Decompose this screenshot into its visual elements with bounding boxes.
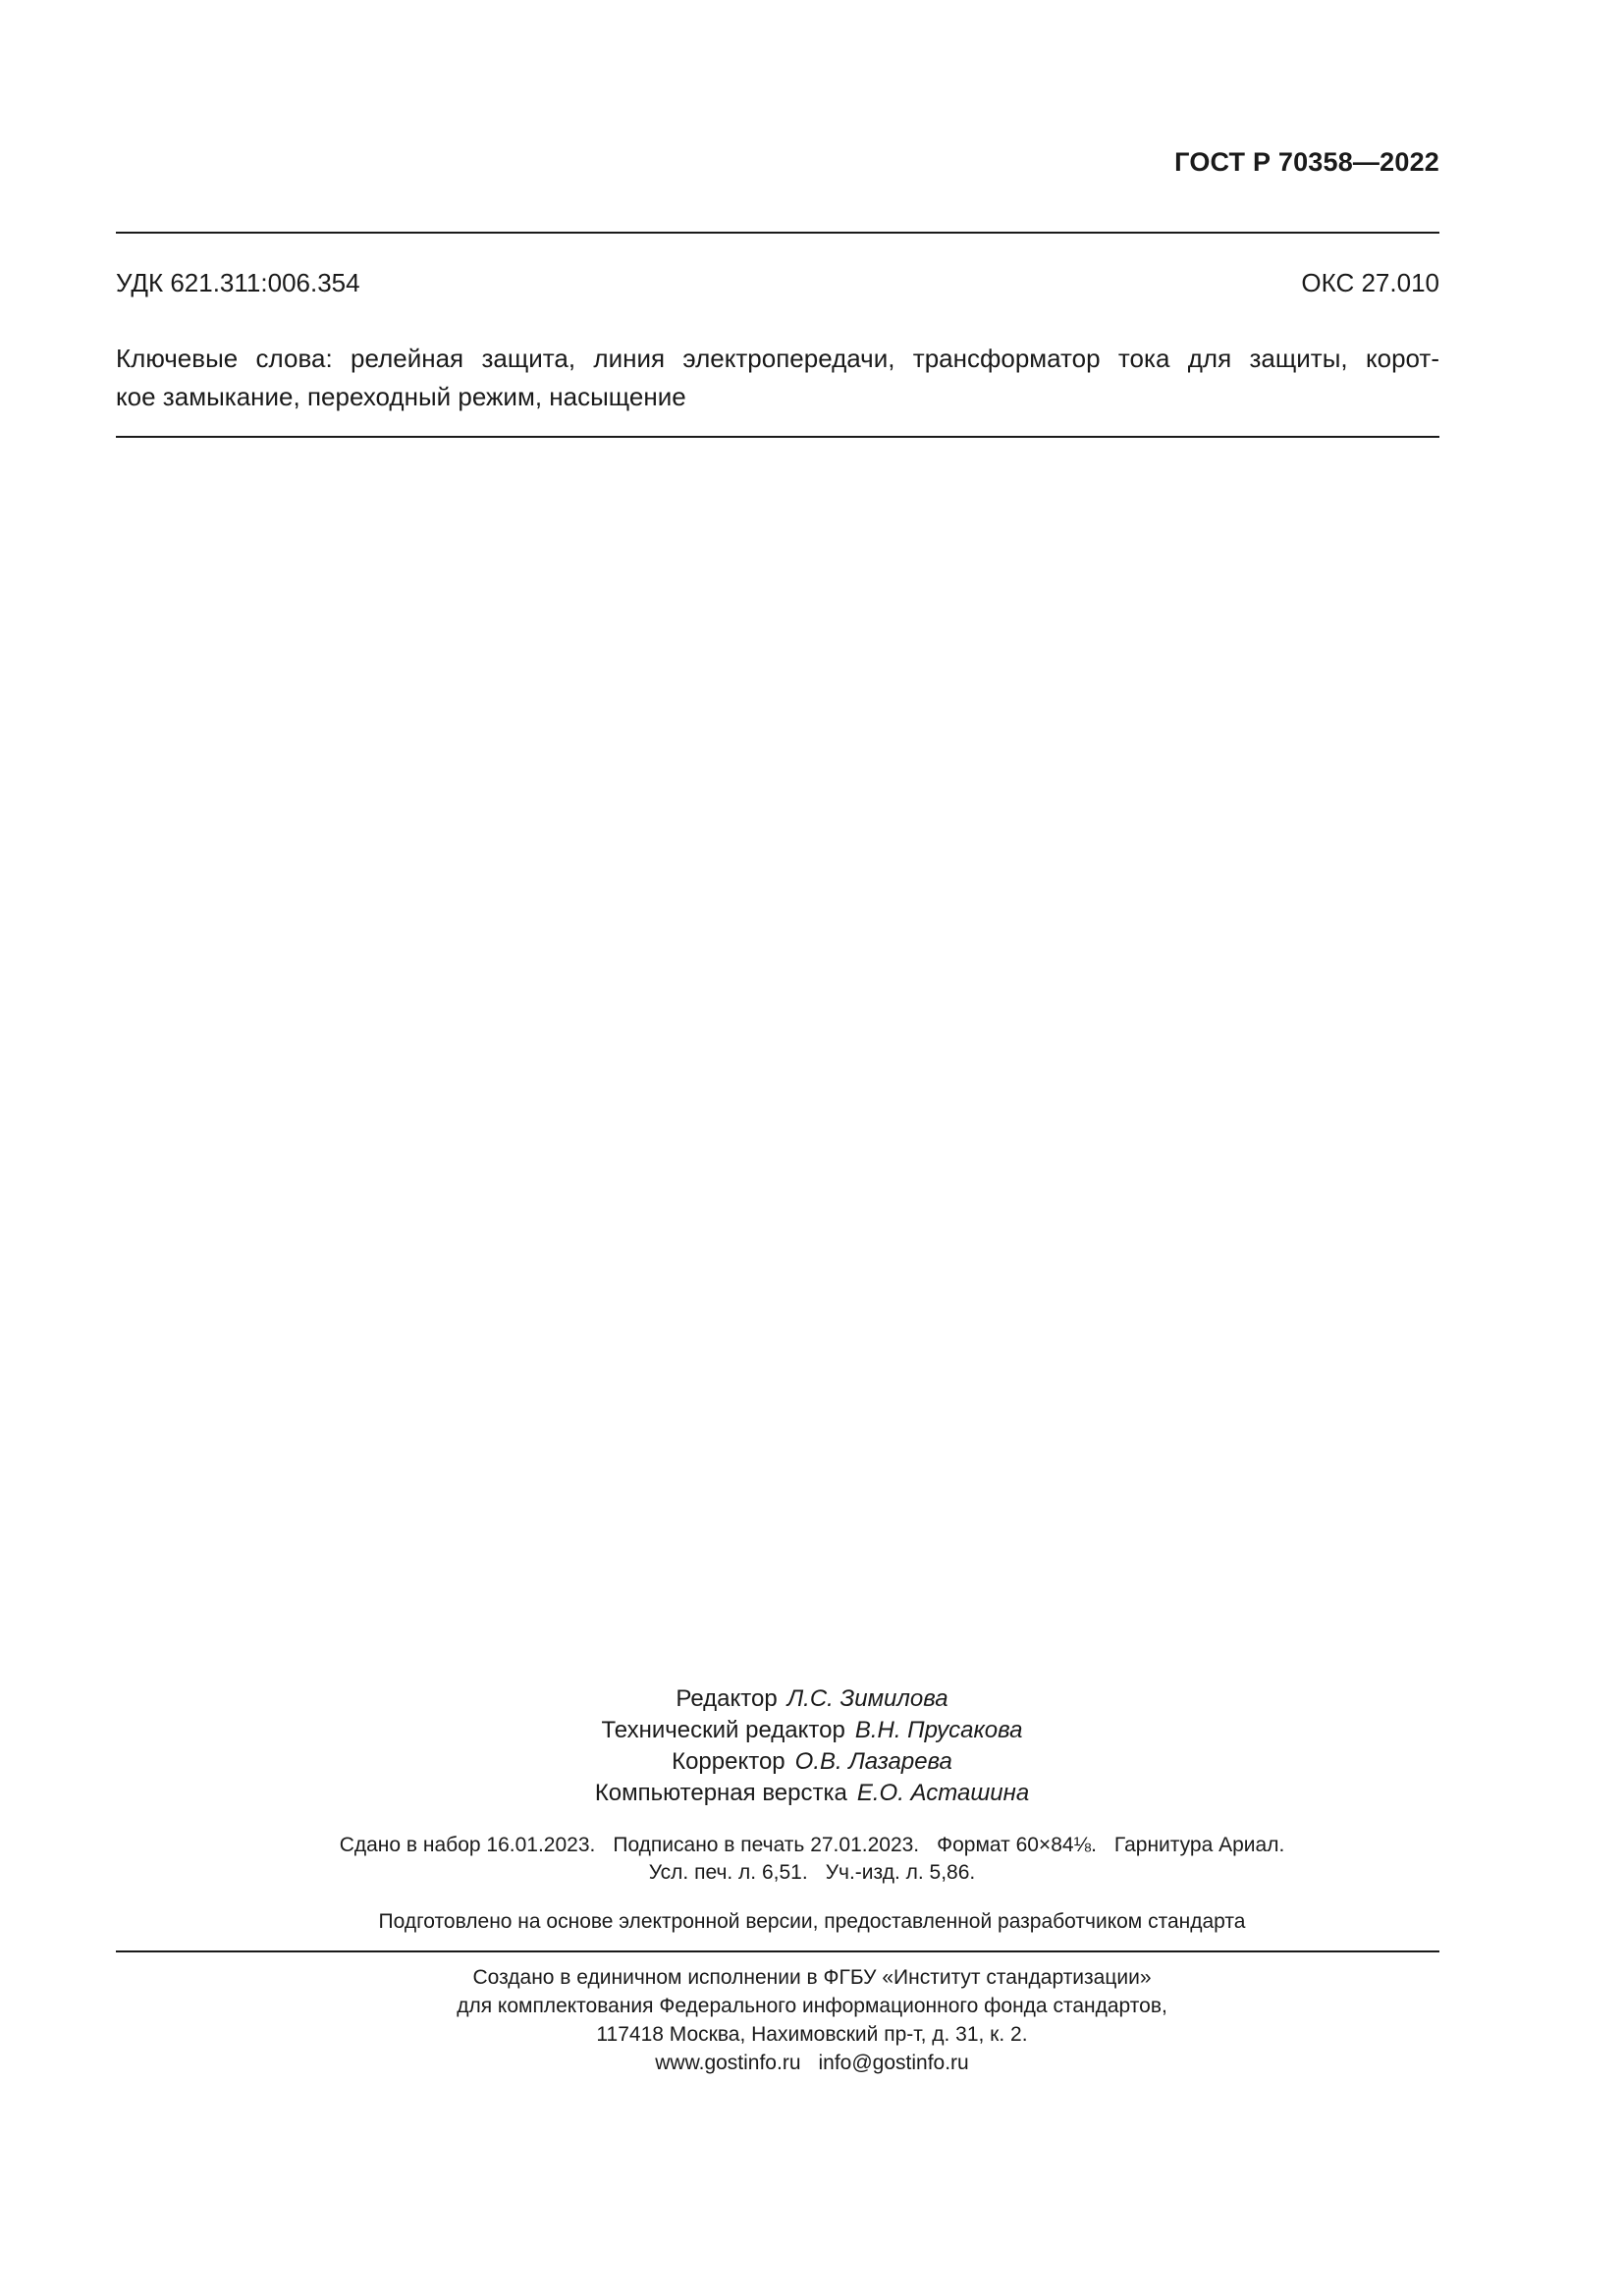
keywords-line-1: Ключевые слова: релейная защита, линия электропередачи, трансформатор тока для защиты, корот- xyxy=(116,344,1439,373)
credit-row-layout xyxy=(0,1778,1624,1809)
credit-row-proofreader xyxy=(0,1746,1624,1778)
created-line-3: 117418 Москва, Нахимовский пр-т, д. 31, к. 2. xyxy=(596,2023,1028,2046)
credit-row-technical-editor xyxy=(0,1715,1624,1746)
document-number: ГОСТ Р 70358—2022 xyxy=(1174,147,1439,177)
paper-format: Формат 60×84⅛. xyxy=(937,1834,1097,1856)
keywords-line-2: кое замыкание, переходный режим, насыщение xyxy=(116,382,686,411)
website-link[interactable]: www.gostinfo.ru xyxy=(655,2052,801,2074)
signed-date: Подписано в печать 27.01.2023. xyxy=(613,1834,920,1856)
credit-name: Е.О. Асташина xyxy=(856,1780,1030,1806)
print-sheets: Усл. печ. л. 6,51. xyxy=(648,1861,808,1884)
email-link[interactable]: info@gostinfo.ru xyxy=(818,2052,969,2074)
submitted-date: Сдано в набор 16.01.2023. xyxy=(339,1834,596,1856)
credit-name: Л.С. Зимилова xyxy=(786,1685,948,1712)
credit-row-editor xyxy=(0,1683,1624,1715)
contacts-row xyxy=(0,2049,1624,2077)
udk-code: УДК 621.311:006.354 xyxy=(116,268,360,297)
print-info-row-1 xyxy=(0,1832,1624,1859)
top-divider xyxy=(116,232,1439,234)
print-info-block xyxy=(0,1832,1624,1887)
credits-block xyxy=(0,1683,1624,1809)
credit-role: Компьютерная верстка xyxy=(594,1780,847,1806)
credit-name: О.В. Лазарева xyxy=(794,1748,952,1775)
bottom-divider xyxy=(116,1950,1439,1952)
created-block xyxy=(0,1963,1624,2077)
keywords-divider xyxy=(116,436,1439,438)
publisher-sheets: Уч.-изд. л. 5,86. xyxy=(825,1861,976,1884)
prepared-note: Подготовлено на основе электронной версии, предоставленной разработчиком стандарта xyxy=(378,1910,1246,1933)
print-info-row-2 xyxy=(0,1859,1624,1887)
credit-role: Корректор xyxy=(672,1748,785,1775)
typeface: Гарнитура Ариал. xyxy=(1113,1834,1285,1856)
credit-name: В.Н. Прусакова xyxy=(854,1717,1023,1743)
credit-role: Технический редактор xyxy=(601,1717,845,1743)
keywords-paragraph xyxy=(116,340,1439,416)
created-line-2: для комплектования Федерального информационного фонда стандартов, xyxy=(457,1995,1167,2017)
oks-code: ОКС 27.010 xyxy=(1301,268,1439,297)
created-line-1: Создано в единичном исполнении в ФГБУ «Институт стандартизации» xyxy=(472,1966,1152,1989)
credit-role: Редактор xyxy=(676,1685,778,1712)
